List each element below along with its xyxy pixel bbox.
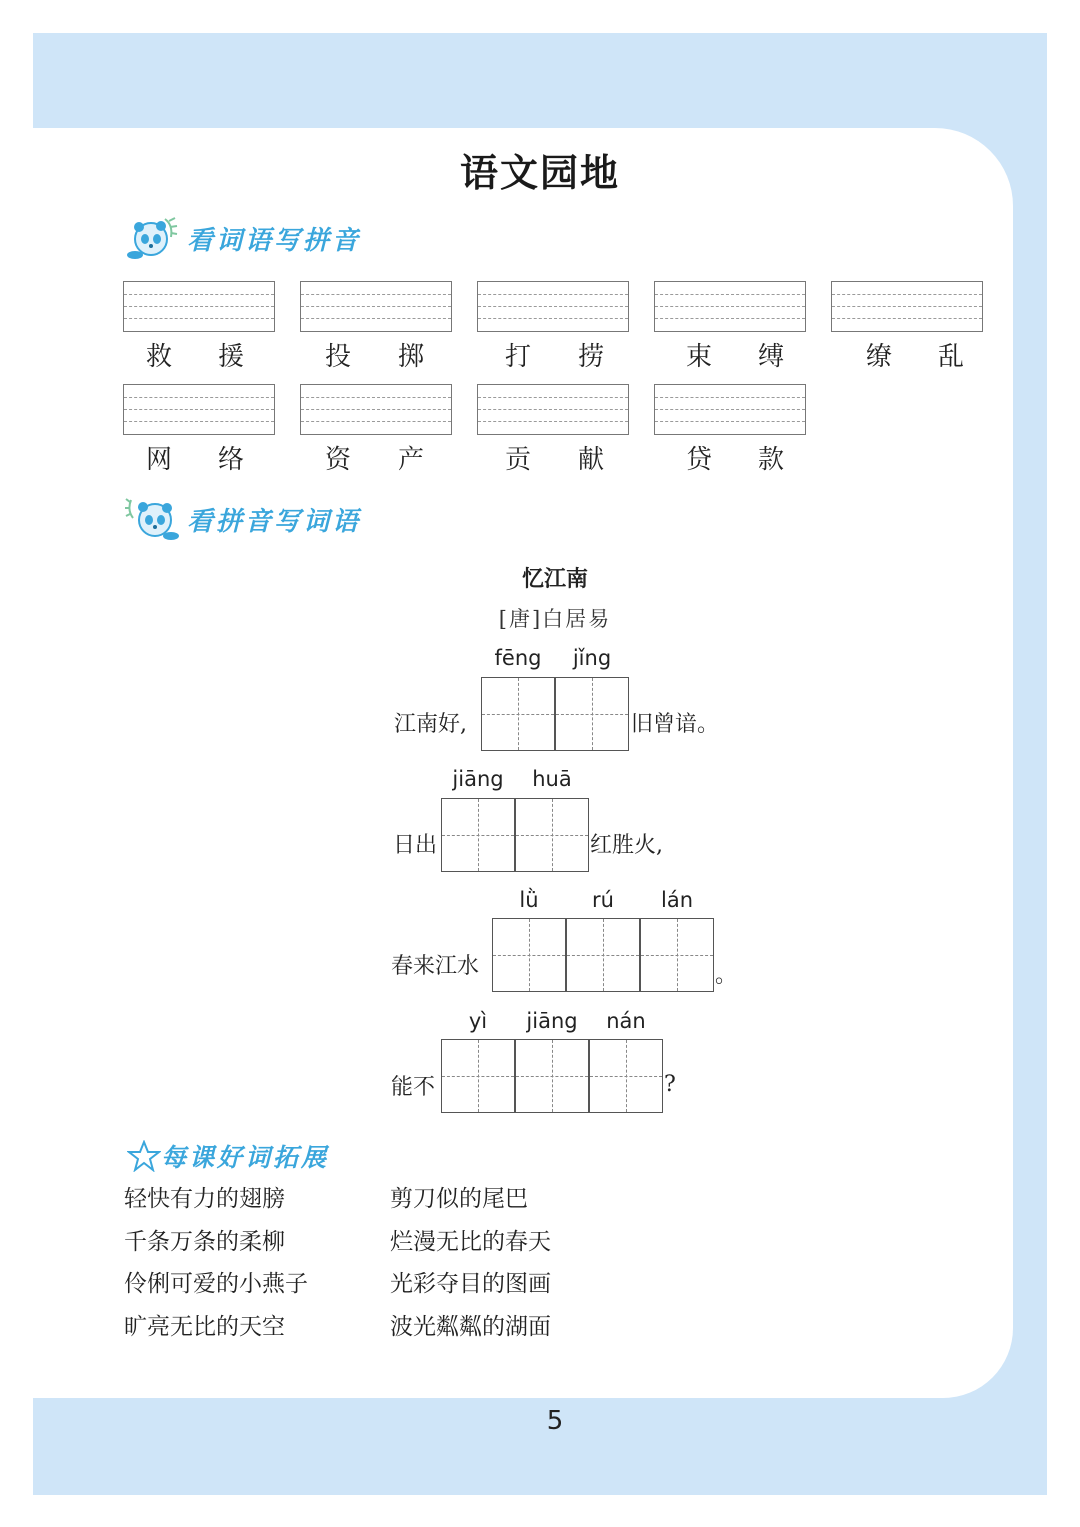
word-char: 捞 <box>577 342 604 372</box>
word-char: 投 <box>324 342 351 372</box>
pinyin-label: fēng <box>494 646 542 670</box>
word-char: 打 <box>504 342 531 372</box>
answer-box[interactable] <box>589 1039 663 1113</box>
pinyin-label: jǐng <box>572 646 612 670</box>
word-char: 乱 <box>937 342 964 372</box>
pinyin-label: lán <box>660 888 693 912</box>
section-heading-text: 看词语写拼音 <box>187 225 362 256</box>
pinyin-label: jiāng <box>526 1009 578 1033</box>
pinyin-answer-box[interactable] <box>654 281 806 332</box>
answer-box[interactable] <box>492 918 566 992</box>
pinyin-answer-box[interactable] <box>831 281 983 332</box>
answer-box[interactable] <box>441 1039 515 1113</box>
answer-box[interactable] <box>640 918 714 992</box>
word-char: 缚 <box>757 342 784 372</box>
section-heading-extension <box>127 1138 329 1174</box>
poem-text: 旧曾谙。 <box>631 712 720 737</box>
pinyin-label: lǜ <box>519 888 539 912</box>
phrase-item: 千条万条的柔柳 <box>124 1229 285 1255</box>
pinyin-answer-box[interactable] <box>300 384 452 435</box>
phrase-item: 光彩夺目的图画 <box>390 1271 551 1297</box>
pinyin-answer-box[interactable] <box>477 281 629 332</box>
phrase-item: 旷亮无比的天空 <box>124 1314 285 1340</box>
word-char: 网 <box>145 445 172 475</box>
star-icon <box>127 1140 161 1172</box>
poem-text: ? <box>664 1072 676 1097</box>
pinyin-label: jiāng <box>452 767 504 791</box>
phrase-item: 烂漫无比的春天 <box>390 1229 551 1255</box>
poem-text: 。 <box>715 963 738 988</box>
poem-text: 春来江水 <box>391 954 480 979</box>
phrase-item: 伶俐可爱的小燕子 <box>124 1271 308 1297</box>
answer-box[interactable] <box>515 798 589 872</box>
answer-box[interactable] <box>481 677 555 751</box>
word-char: 救 <box>145 342 172 372</box>
phrase-item: 剪刀似的尾巴 <box>390 1186 528 1212</box>
word-char: 络 <box>217 445 244 475</box>
phrase-item: 轻快有力的翅膀 <box>124 1186 285 1212</box>
pinyin-label: yì <box>468 1009 488 1033</box>
pinyin-answer-box[interactable] <box>300 281 452 332</box>
answer-box[interactable] <box>515 1039 589 1113</box>
panda-icon <box>125 496 183 542</box>
word-char: 资 <box>324 445 351 475</box>
word-char: 献 <box>577 445 604 475</box>
pinyin-label: rú <box>592 888 614 912</box>
section-heading-pinyin <box>125 215 361 261</box>
pinyin-answer-box[interactable] <box>123 384 275 435</box>
section-heading-text: 每课好词拓展 <box>161 1143 330 1172</box>
pinyin-label: nán <box>606 1009 646 1033</box>
answer-box[interactable] <box>441 798 515 872</box>
poem-text: 红胜火, <box>590 833 663 858</box>
answer-box[interactable] <box>555 677 629 751</box>
word-char: 束 <box>685 342 712 372</box>
panda-icon <box>125 215 183 261</box>
phrase-item: 波光粼粼的湖面 <box>390 1314 551 1340</box>
pinyin-answer-box[interactable] <box>123 281 275 332</box>
answer-box[interactable] <box>566 918 640 992</box>
poem-text: 日出 <box>393 833 438 858</box>
poem-title: 忆江南 <box>521 567 588 592</box>
pinyin-answer-box[interactable] <box>654 384 806 435</box>
word-char: 贷 <box>685 445 712 475</box>
page-number: 5 <box>546 1406 564 1436</box>
word-char: 款 <box>757 445 784 475</box>
word-char: 产 <box>397 445 424 475</box>
poem-author: [唐]白居易 <box>498 607 612 631</box>
poem-text: 江南好, <box>394 712 467 737</box>
word-char: 掷 <box>397 342 424 372</box>
word-char: 贡 <box>504 445 531 475</box>
section-heading-words <box>125 496 361 542</box>
word-char: 援 <box>217 342 244 372</box>
pinyin-answer-box[interactable] <box>477 384 629 435</box>
word-char: 缭 <box>865 342 892 372</box>
pinyin-label: huā <box>532 767 572 791</box>
section-heading-text: 看拼音写词语 <box>187 506 362 537</box>
page-title: 语文园地 <box>459 150 620 195</box>
poem-text: 能不 <box>391 1075 436 1100</box>
